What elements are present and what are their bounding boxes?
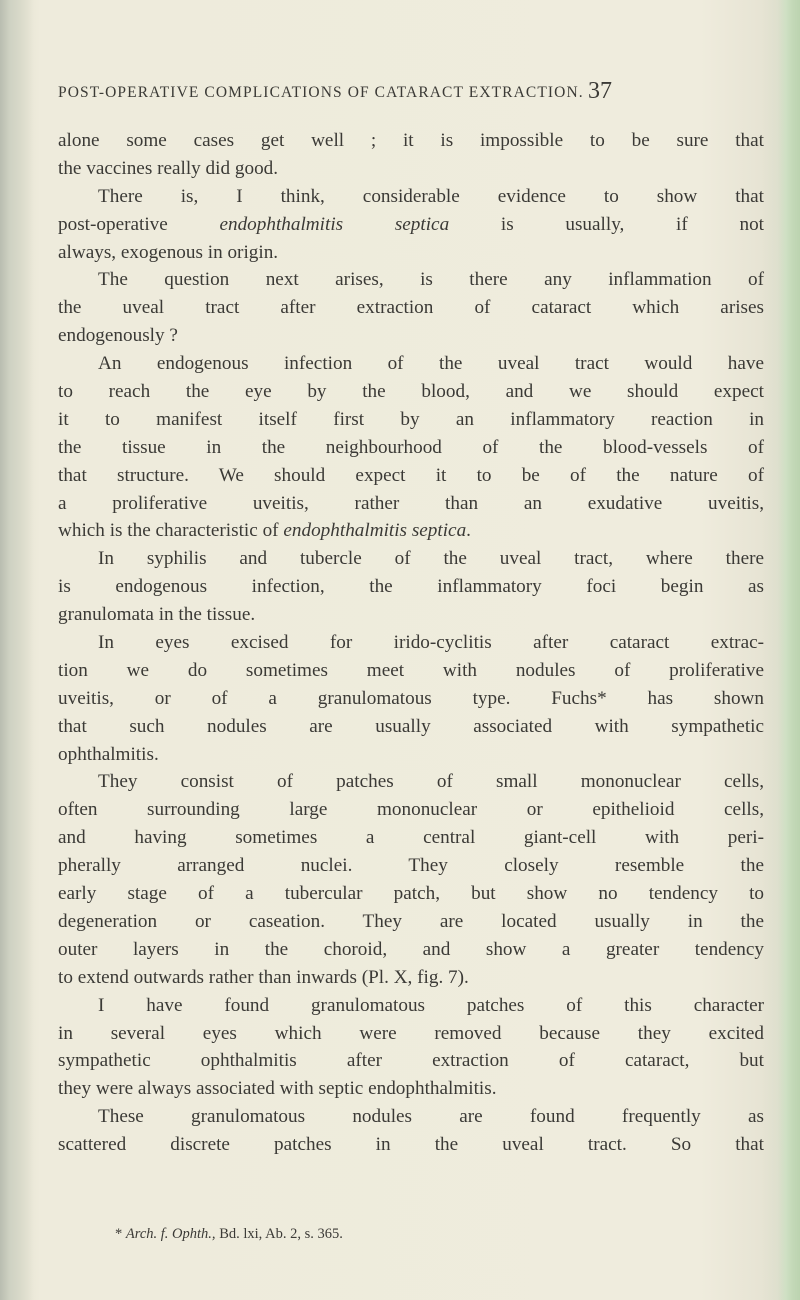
page-number: 37: [588, 78, 612, 104]
text-line: often surrounding large mononuclear or epithelioid cells,: [58, 799, 764, 821]
text-line: alone some cases get well ; it is impossible to be sure that: [58, 130, 764, 151]
text-line: in several eyes which were removed because they excited: [58, 1022, 764, 1044]
text-line: endogenously ?: [58, 325, 178, 347]
text-line: These granulomatous nodules are found frequently as: [98, 1106, 764, 1128]
page-edge: [778, 0, 800, 1300]
text-line: they were always associated with septic endophthalmitis.: [58, 1078, 497, 1100]
text-line: it to manifest itself first by an inflammatory reaction in: [58, 408, 764, 430]
text-line: outer layers in the choroid, and show a greater tendency: [58, 938, 764, 960]
text-line: granulomata in the tissue.: [58, 604, 256, 626]
text-line: The question next arises, is there any inflammation of: [98, 269, 764, 291]
text-line: pherally arranged nuclei. They closely resemble the: [58, 855, 764, 877]
text-line: that structure. We should expect it to be of the nature of: [58, 464, 764, 486]
text-line: the uveal tract after extraction of cataract which arises: [58, 297, 764, 319]
text-line: sympathetic ophthalmitis after extraction of cataract, but: [58, 1050, 764, 1072]
body-text: [58, 127, 764, 1159]
text-line: In eyes excised for irido-cyclitis after cataract extrac-: [98, 632, 764, 654]
text-line: always, exogenous in origin.: [58, 241, 279, 263]
journal-title: Arch. f. Ophth.,: [125, 1226, 216, 1242]
text-line: degeneration or caseation. They are located usually in the: [58, 910, 764, 932]
text-line: which is the characteristic of endophthalmitis septica.: [58, 520, 471, 542]
text-line: tion we do sometimes meet with nodules of proliferative: [58, 659, 764, 681]
footnote: * Arch. f. Ophth., Bd. lxi, Ab. 2, s. 365.: [115, 1226, 343, 1242]
italic-term: endophthalmitis septica: [283, 520, 467, 542]
text-line: to extend outwards rather than inwards (Pl. X, fig. 7).: [58, 966, 469, 988]
text-line: post-operative endophthalmitis septica is usually, if not: [58, 213, 764, 235]
running-header: POST-OPERATIVE COMPLICATIONS OF CATARACT EXTRACTION.: [58, 84, 584, 101]
text-line: the tissue in the neighbourhood of the blood-vessels of: [58, 436, 764, 458]
text-line: I have found granulomatous patches of this character: [98, 994, 764, 1016]
text-line: uveitis, or of a granulomatous type. Fuchs* has shown: [58, 687, 764, 709]
binding-shadow: [0, 0, 34, 1300]
text-line: scattered discrete patches in the uveal tract. So that: [58, 1134, 764, 1156]
text-line: In syphilis and tubercle of the uveal tract, where there: [98, 548, 764, 570]
text-line: is endogenous infection, the inflammatory foci begin as: [58, 576, 764, 598]
text-line: early stage of a tubercular patch, but show no tendency to: [58, 883, 764, 905]
text-line: that such nodules are usually associated with sympathetic: [58, 715, 764, 737]
text-line: They consist of patches of small mononuclear cells,: [98, 771, 764, 793]
text-line: An endogenous infection of the uveal tract would have: [98, 353, 764, 375]
text-line: ophthalmitis.: [58, 743, 159, 765]
italic-term: endophthalmitis septica: [219, 213, 450, 235]
text-line: a proliferative uveitis, rather than an exudative uveitis,: [58, 492, 764, 514]
text-line: and having sometimes a central giant-cell with peri-: [58, 827, 764, 849]
text-line: the vaccines really did good.: [58, 157, 279, 179]
text-line: to reach the eye by the blood, and we should expect: [58, 381, 764, 403]
text-line: There is, I think, considerable evidence to show that: [98, 185, 764, 207]
